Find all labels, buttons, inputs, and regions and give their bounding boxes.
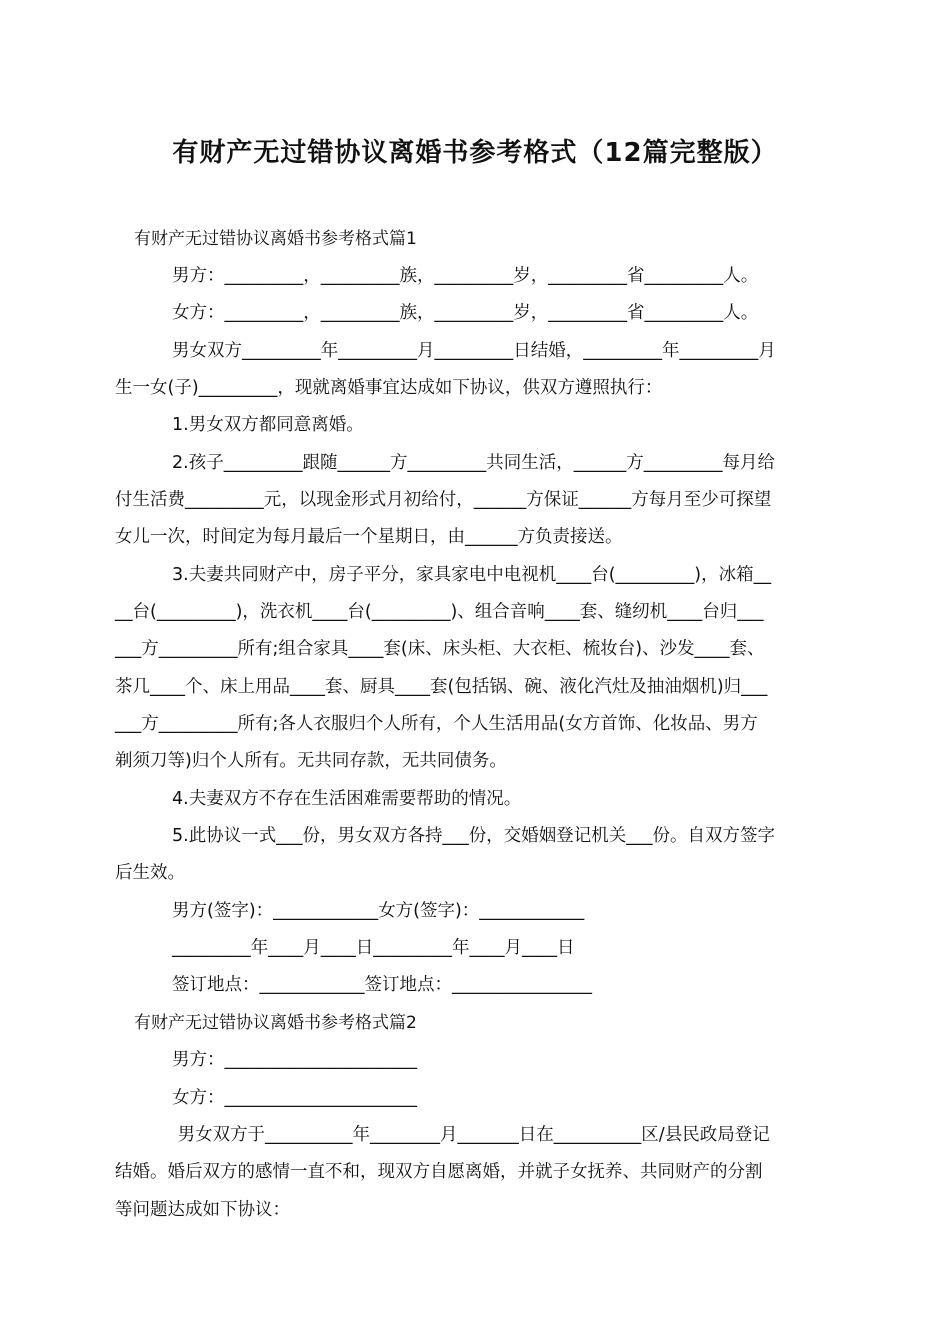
signature-line: 男方(签字)：____________女方(签字)：____________	[172, 901, 585, 921]
clause-4: 4.夫妻双方不存在生活困难需要帮助的情况。	[172, 789, 522, 809]
clause-3-line-2: __台(_________)，洗衣机____台(_________)、组合音响____套、缝纫机____台归___	[115, 602, 764, 622]
female-info-line: 女方：_________，_________族，_________岁，_________省_________人。	[172, 303, 759, 323]
clause-5-line-1: 5.此协议一式___份，男女双方各持___份，交婚姻登记机关___份。自双方签字	[172, 826, 775, 846]
clause-3-line-5: ___方_________所有;各人衣服归个人所有，个人生活用品(女方首饰、化妆品、男方	[115, 714, 758, 734]
female-name-line: 女方：______________________	[172, 1088, 417, 1108]
male-info-line: 男方：_________，_________族，_________岁，_________省_________人。	[172, 266, 759, 286]
clause-2-line-2: 付生活费_________元，以现金形式月初给付，______方保证______方每月至少可探望	[115, 490, 772, 510]
child-line: 生一女(子)_________，现就离婚事宜达成如下协议，供双方遵照执行：	[115, 378, 663, 398]
registration-line-2: 结婚。婚后双方的感情一直不和，现双方自愿离婚，并就子女抚养、共同财产的分割	[115, 1162, 763, 1182]
clause-3-line-4: 茶几____个、床上用品____套、厨具____套(包括锅、碗、液化汽灶及抽油烟机)归___	[115, 677, 768, 697]
clause-3-line-3: ___方_________所有;组合家具____套(床、床头柜、大衣柜、梳妆台)、沙发____套、	[115, 639, 765, 659]
sign-place-line: 签订地点：____________签订地点：________________	[172, 975, 592, 995]
section-heading-1: 有财产无过错协议离婚书参考格式篇1	[134, 229, 417, 249]
clause-3-line-1: 3.夫妻共同财产中，房子平分，家具家电中电视机____台(_________)，冰箱__	[172, 565, 772, 585]
registration-line-1: 男女双方于__________年________月_______日在__________区/县民政局登记	[172, 1125, 770, 1145]
sign-date-line: _________年____月____日_________年____月____日	[172, 938, 575, 958]
clause-2-line-1: 2.孩子_________跟随______方_________共同生活，______方_________每月给	[172, 453, 775, 473]
clause-3-line-6: 剃须刀等)归个人所有。无共同存款，无共同债务。	[115, 751, 507, 771]
marriage-date-line: 男女双方_________年_________月_________日结婚，_________年_________月	[172, 341, 776, 361]
page-title: 有财产无过错协议离婚书参考格式（12篇完整版）	[172, 138, 778, 168]
clause-5-line-2: 后生效。	[115, 863, 185, 883]
clause-2-line-3: 女儿一次，时间定为每月最后一个星期日，由______方负责接送。	[115, 527, 623, 547]
clause-1: 1.男女双方都同意离婚。	[172, 415, 364, 435]
section-heading-2: 有财产无过错协议离婚书参考格式篇2	[134, 1013, 417, 1033]
registration-line-3: 等问题达成如下协议：	[115, 1200, 290, 1220]
male-name-line: 男方：______________________	[172, 1050, 417, 1070]
